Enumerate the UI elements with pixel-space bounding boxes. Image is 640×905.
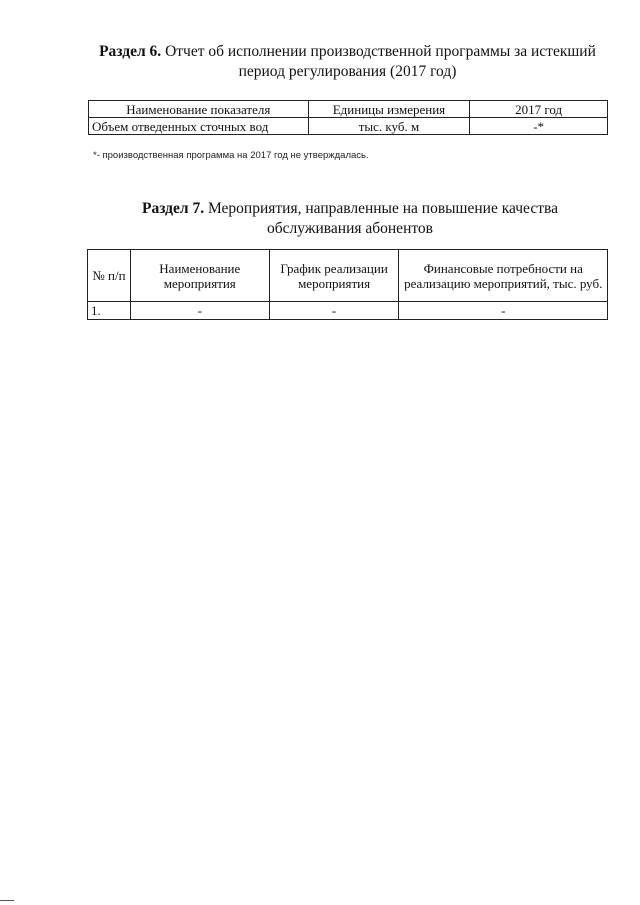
header-year: 2017 год (470, 101, 608, 118)
cell-number: 1. (88, 302, 131, 320)
scan-edge-mark (0, 900, 14, 901)
header-measure-name: Наименование мероприятия (130, 250, 269, 302)
table-row (88, 302, 608, 320)
table-row (89, 118, 608, 135)
cell-units: тыс. куб. м (308, 118, 470, 135)
header-units: Единицы измерения (308, 101, 470, 118)
header-indicator-name: Наименование показателя (89, 101, 309, 118)
cell-schedule: - (269, 302, 399, 320)
section-6-title: Отчет об исполнении производственной программы за истекший период регулирования (2017 год) (161, 43, 596, 80)
cell-measure-name: - (130, 302, 269, 320)
cell-financing: - (399, 302, 608, 320)
section-7-heading (100, 199, 600, 239)
table-header-row (88, 250, 608, 302)
section-6-label: Раздел 6. (99, 43, 162, 60)
header-financing: Финансовые потребности на реализацию мероприятий, тыс. руб. (399, 250, 608, 302)
section-6-table (88, 100, 608, 135)
section-6-footnote: *- производственная программа на 2017 год не утверждалась. (93, 150, 369, 161)
section-6-heading (80, 42, 615, 82)
table-header-row (89, 101, 608, 118)
cell-year-value: -* (470, 118, 608, 135)
section-7-title: Мероприятия, направленные на повышение качества обслуживания абонентов (204, 200, 558, 237)
header-schedule: График реализации мероприятия (269, 250, 399, 302)
header-number: № п/п (88, 250, 131, 302)
cell-indicator-name: Объем отведенных сточных вод (89, 118, 309, 135)
section-7-table (87, 249, 608, 320)
section-7-label: Раздел 7. (142, 200, 205, 217)
